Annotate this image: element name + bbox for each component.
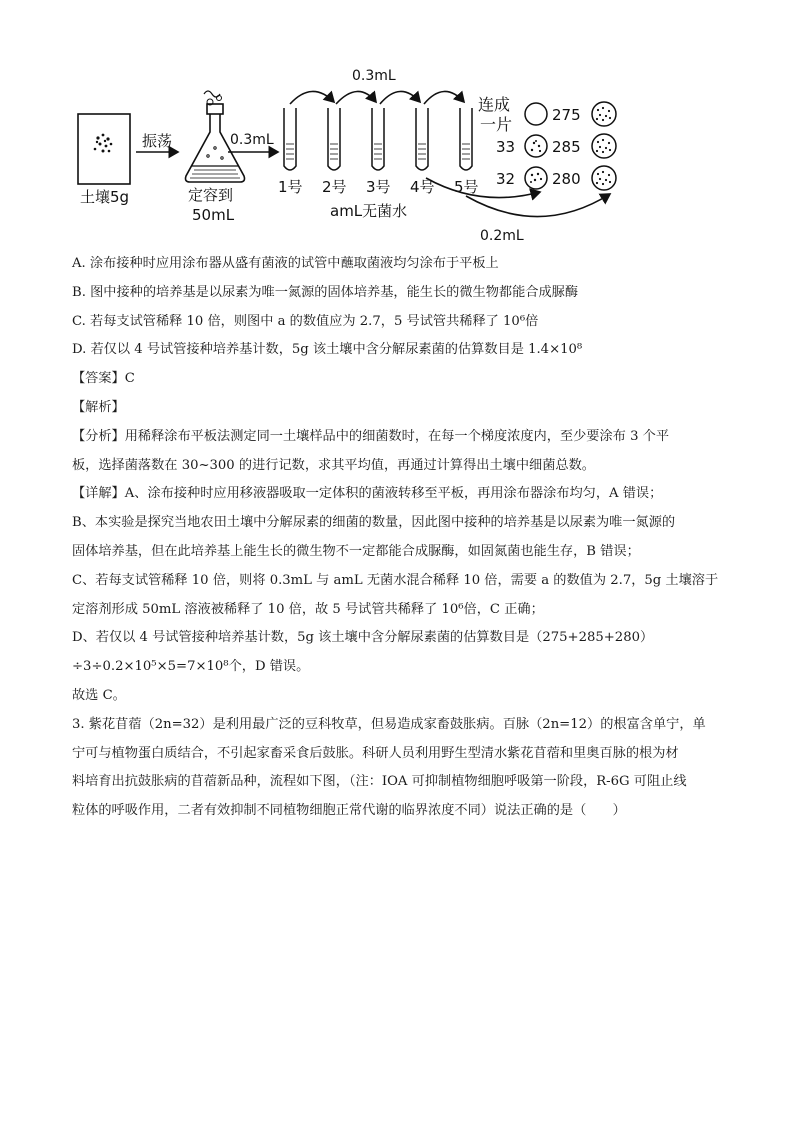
tube-4 <box>416 108 428 170</box>
tube-label-4: 4号 <box>410 178 435 196</box>
tube-label-2: 2号 <box>322 178 347 196</box>
plate-confluent <box>525 103 547 125</box>
serial-transfer-label: 0.3mL <box>352 68 396 84</box>
detail-line-2: B、本实验是探究当地农田土壤中分解尿素的细菌的数量，因此图中接种的培养基是以尿素为唯一氮源的 <box>72 515 676 531</box>
detail-line-1: 【详解】A、涂布接种时应用移液器吸取一定体积的菌液转移至平板，再用涂布器涂布均匀，A 错误； <box>72 486 663 502</box>
tube-label-5: 5号 <box>454 178 479 196</box>
flask-label-line2: 50mL <box>192 206 235 224</box>
plating-arrow-4 <box>426 178 540 198</box>
tube-label-1: 1号 <box>278 178 303 196</box>
dilution-diagram <box>70 58 730 258</box>
plate-275 <box>592 102 616 126</box>
tube-3 <box>372 108 384 170</box>
confluent-label-line1: 连成 <box>478 95 511 114</box>
choose-line: 故选 C。 <box>72 687 126 703</box>
plate-volume-label: 0.2mL <box>480 228 524 244</box>
option-c: C. 若每支试管稀释 10 倍，则图中 a 的数值应为 2.7，5 号试管共稀释了 10⁶倍 <box>72 313 539 329</box>
right-plate-colonies <box>596 107 611 185</box>
plate-280 <box>592 166 616 190</box>
left-plates <box>525 103 547 189</box>
confluent-label-line2: 一片 <box>480 115 513 134</box>
left-plate-colonies <box>530 140 542 183</box>
right-count-1: 275 <box>552 106 581 124</box>
question-3-line-4: 粒体的呼吸作用，二者有效抑制不同植物细胞正常代谢的临界浓度不同）说法正确的是（ ） <box>72 803 626 819</box>
tube-label-3: 3号 <box>366 178 391 196</box>
tube-5 <box>460 108 472 170</box>
question-text <box>72 250 732 826</box>
analysis-heading: 【解析】 <box>72 399 125 415</box>
analysis-line-1: 【分析】用稀释涂布平板法测定同一土壤样品中的细菌数时，在每一个梯度浓度内，至少要涂布 3 个平 <box>72 428 670 444</box>
question-3-line-3: 料培育出抗鼓胀病的苜蓿新品种，流程如下图，（注：IOA 可抑制植物细胞呼吸第一阶段，R-6G 可阻止线 <box>72 774 687 790</box>
soil-sample-box <box>78 114 130 184</box>
shake-label: 振荡 <box>142 132 173 150</box>
serial-arrow-1-2 <box>290 91 334 104</box>
option-a: A. 涂布接种时应用涂布器从盛有菌液的试管中蘸取菌液均匀涂布于平板上 <box>72 256 499 271</box>
serial-arrows <box>290 91 464 104</box>
serial-arrow-3-4 <box>380 91 420 104</box>
question-3-line-2: 宁可与植物蛋白质结合，不引起家畜采食后鼓胀。科研人员利用野生型清水紫花苜蓿和里奥百脉的根为材 <box>72 745 679 761</box>
water-label: amL无菌水 <box>330 202 408 220</box>
option-d: D. 若仅以 4 号试管接种培养基计数，5g 该土壤中含分解尿素菌的估算数目是 1.4×10⁸ <box>72 342 583 358</box>
serial-arrow-2-3 <box>336 91 376 104</box>
flask-label-line1: 定容到 <box>188 186 234 204</box>
tube-1 <box>284 108 296 170</box>
detail-line-4: C、若每支试管稀释 10 倍，则将 0.3mL 与 amL 无菌水混合稀释 10 倍，需要 a 的数值为 2.7，5g 土壤溶于 <box>72 572 719 588</box>
right-count-2: 285 <box>552 138 581 156</box>
detail-line-5: 定溶剂形成 50mL 溶液被稀释了 10 倍，故 5 号试管共稀释了 10⁶倍，C 正确； <box>72 601 544 617</box>
answer-line: 【答案】C <box>72 371 135 387</box>
plate-32 <box>525 167 547 189</box>
plate-33 <box>525 135 547 157</box>
dilution-diagram-svg <box>70 58 730 258</box>
serial-arrow-4-5 <box>424 91 464 104</box>
right-plates <box>592 102 616 190</box>
tube-2 <box>328 108 340 170</box>
right-count-3: 280 <box>552 170 581 188</box>
test-tubes <box>284 108 472 170</box>
analysis-line-2: 板，选择菌落数在 30~300 的进行记数，求其平均值，再通过计算得出土壤中细菌总数。 <box>72 457 595 473</box>
detail-line-6: D、若仅以 4 号试管接种培养基计数，5g 该土壤中含分解尿素菌的估算数目是（275+285+280） <box>72 630 654 646</box>
question-3-line-1: 3. 紫花苜蓿（2n=32）是利用最广泛的豆科牧草，但易造成家畜鼓胀病。百脉（2n=12）的根富含单宁，单 <box>72 716 706 732</box>
soil-label: 土壤5g <box>80 188 130 206</box>
plate-285 <box>592 134 616 158</box>
left-count-2: 32 <box>496 170 516 188</box>
detail-line-3: 固体培养基，但在此培养基上能生长的微生物不一定都能合成脲酶，如固氮菌也能生存，B 错误； <box>72 543 640 559</box>
soil-particles-icon <box>94 134 113 153</box>
detail-line-7: ÷3÷0.2×10⁵×5=7×10⁸个，D 错误。 <box>72 659 310 675</box>
left-count-1: 33 <box>496 138 516 156</box>
option-b: B. 图中接种的培养基是以尿素为唯一氮源的固体培养基，能生长的微生物都能合成脲酶 <box>72 284 579 300</box>
transfer-label: 0.3mL <box>230 132 274 148</box>
